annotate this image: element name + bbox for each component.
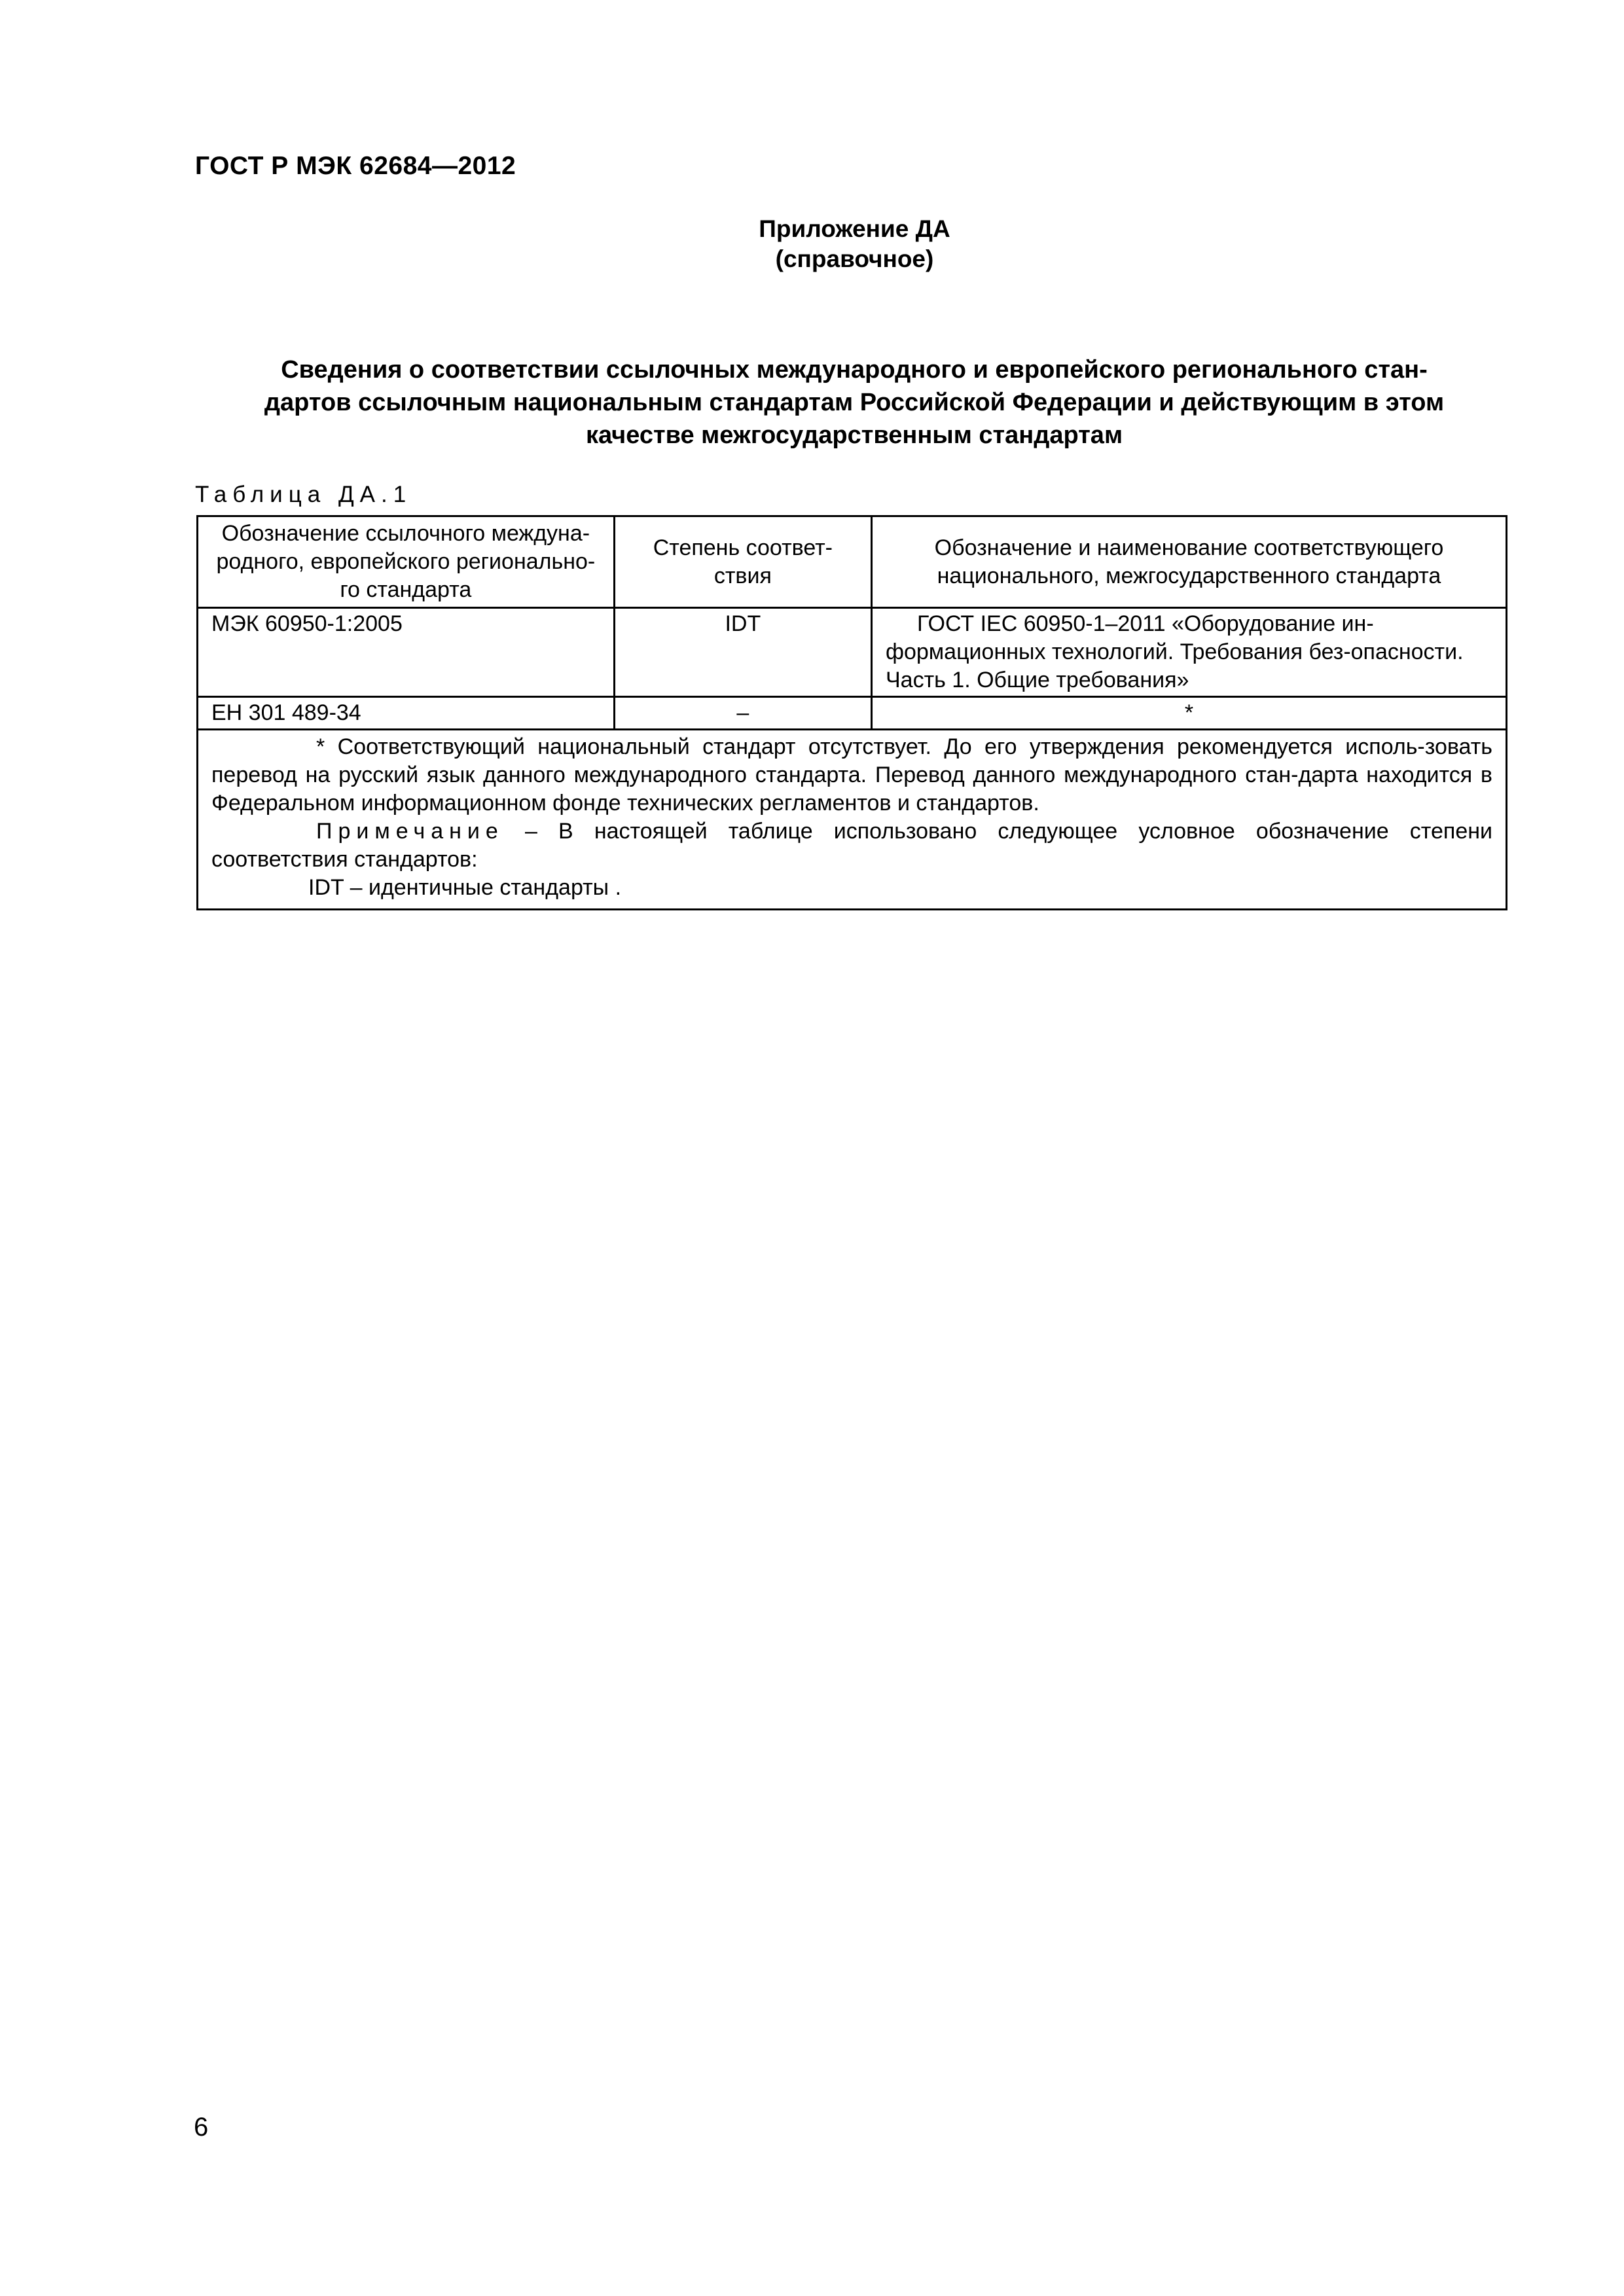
note-label: Примечание xyxy=(316,819,504,844)
cell-reference: МЭК 60950-1:2005 xyxy=(198,608,615,697)
cell-degree: IDT xyxy=(614,608,871,697)
idt-definition: IDT – идентичные стандарты . xyxy=(308,875,622,900)
appendix-title: Приложение ДА xyxy=(759,215,950,242)
page-number: 6 xyxy=(194,2113,209,2142)
document-header-id: ГОСТ Р МЭК 62684—2012 xyxy=(195,152,516,180)
cell-reference: ЕН 301 489-34 xyxy=(198,697,615,730)
section-title-line: качестве межгосударственным стандартам xyxy=(585,422,1123,449)
table-footer-row xyxy=(198,730,1507,910)
cell-national: ГОСТ IEC 60950-1–2011 «Оборудование ин-формационных технологий. Требования без-опасности. Часть 1. Общие требования» xyxy=(872,608,1507,697)
table-row xyxy=(198,608,1507,697)
section-title xyxy=(183,353,1525,452)
note-text: – В настоящей таблице использовано следующее условное обозначение степени соответствия стандартов: xyxy=(211,819,1492,872)
header-degree-of-correspondence: Степень соответ-ствия xyxy=(614,516,871,608)
standards-table xyxy=(196,515,1507,910)
table-caption-word: Таблица xyxy=(195,482,327,507)
header-national-standard: Обозначение и наименование соответствующего национального, межгосударственного стандарта xyxy=(872,516,1507,608)
table-header-row xyxy=(198,516,1507,608)
table-footnote-cell xyxy=(198,730,1507,910)
table-note xyxy=(211,817,1492,874)
appendix-heading xyxy=(0,214,1624,274)
header-reference-standard: Обозначение ссылочного междуна-родного, европейского регионально-го стандарта xyxy=(198,516,615,608)
section-title-line: Сведения о соответствии ссылочных международного и европейского регионального стан- xyxy=(281,356,1428,384)
table-footnote: * Соответствующий национальный стандарт отсутствует. До его утверждения рекомендуется исполь-зовать перевод на русский язык данного международного стандарта. Перевод данного международного стан-дарта находится в Федеральном информационном фонде технических регламентов и стандартов. xyxy=(211,734,1492,816)
table-row xyxy=(198,697,1507,730)
section-title-line: дартов ссылочным национальным стандартам Российской Федерации и действующим в этом xyxy=(264,389,1445,416)
cell-national: * xyxy=(872,697,1507,730)
table-caption xyxy=(195,482,412,508)
cell-degree: – xyxy=(614,697,871,730)
table-caption-number: ДА.1 xyxy=(338,482,412,507)
appendix-subtitle: (справочное) xyxy=(775,245,934,272)
